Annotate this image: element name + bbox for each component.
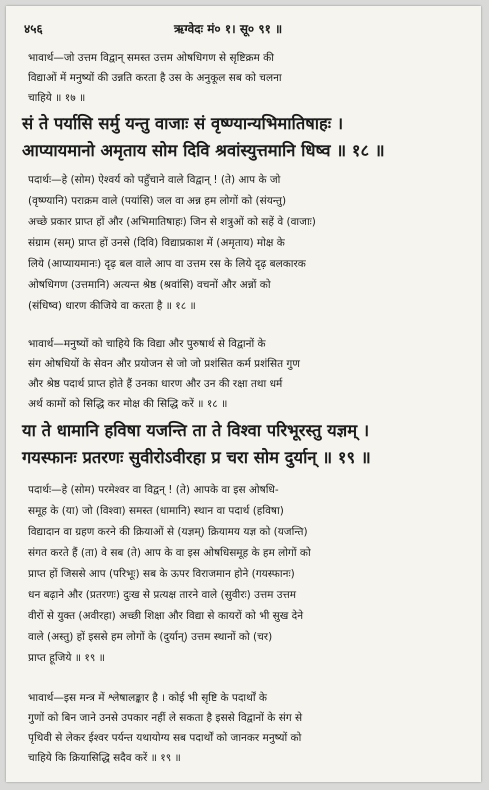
text-line: संग ओषधियों के सेवन और प्रयोजन से जो जो प्रशंसित कर्म प्रशंसित गुण <box>28 358 300 370</box>
bhavarth-paragraph-19 <box>28 688 465 768</box>
text-line: पृथिवी से लेकर ईश्वर पर्यन्त यथायोग्य सब पदार्थों को जानकर मनुष्यों को <box>28 732 302 744</box>
text-line: विद्यादान वा ग्रहण करने की क्रियाओं से (यज्ञम्) क्रियामय यज्ञ को (यजन्ति) <box>28 526 308 538</box>
text-line: अर्थ कामों को सिद्धि कर मोक्ष की सिद्धि करें ॥ १८ ॥ <box>28 398 228 410</box>
verse-line: सं ते पर्यासि सर्मु यन्तु वाजाः सं वृष्ण्यान्यभिमातिषाहः । <box>22 114 344 133</box>
text-line: संगत करते हैं (ता) वे सब (ते) आप के वा इस ओषधिसमूह के हम लोगों को <box>28 547 311 559</box>
verse-line: गयस्फानः प्रतरणः सुवीरोऽवीरहा प्र चरा सोम दुर्यान् ॥ १९ ॥ <box>22 448 371 467</box>
verse-line: या ते धामानि हविषा यजन्ति ता ते विश्वा परिभूरस्तु यज्ञम् । <box>22 421 370 440</box>
text-line: भावार्थ—जो उत्तम विद्वान् समस्त उत्तम ओषधिगण से सृष्टिक्रम की <box>28 52 274 64</box>
book-page <box>6 6 481 782</box>
padarth-paragraph-18 <box>28 170 465 317</box>
verse-line: आप्यायमानो अमृताय सोम दिवि श्रवांस्युत्तमानि धिष्व ॥ १८ ॥ <box>22 141 385 160</box>
text-line: (वृष्ण्यानि) पराक्रम वाले (पयांसि) जल वा अन्न हम लोगों को (संयन्तु) <box>28 195 287 207</box>
text-line: भावार्थ—इस मन्त्र में श्लेषालङ्कार है । कोई भी सृष्टि के पदार्थों के <box>28 692 267 704</box>
verse-19 <box>22 417 465 471</box>
text-line: ओषधिगण (उत्तमानि) अत्यन्त श्रेष्ठ (श्रवांसि) वचनों और अन्नों को <box>28 279 271 291</box>
text-line: समूह के (या) जो (विश्वा) समस्त (धामानि) स्थान वा पदार्थ (हविषा) <box>28 505 284 517</box>
padarth-paragraph-19 <box>28 480 465 669</box>
text-line: अच्छे प्रकार प्राप्त हों और (अभिमातिषाहः) जिन से शत्रुओं को सहें वे (वाजाः) <box>28 216 316 228</box>
text-line: और श्रेष्ठ पदार्थ प्राप्त होते हैं उनका धारण और उन की रक्षा तथा धर्म <box>28 378 283 390</box>
text-line: (संधिष्व) धारण कीजिये वा करता है ॥ १८ ॥ <box>28 300 196 312</box>
bhavarth-paragraph-18 <box>28 334 465 414</box>
page-number: ४५६ <box>24 22 43 36</box>
text-line: प्राप्त हूजिये ॥ १९ ॥ <box>28 652 105 664</box>
verse-18 <box>22 110 465 164</box>
text-line: चाहिये ॥ १७ ॥ <box>28 92 86 104</box>
bhavarth-paragraph-17 <box>28 48 465 108</box>
text-line: संग्राम (सम्) प्राप्त हों उनसे (दिवि) विद्याप्रकाश में (अमृताय) मोक्ष के <box>28 237 285 249</box>
text-line: गुणों को बिन जाने उनसे उपकार नहीं ले सकता है इससे विद्वानों के संग से <box>28 712 303 724</box>
text-line: विद्याओं में मनुष्यों की उन्नति करता है उस के अनुकूल सब को चलना <box>28 72 282 84</box>
text-line: लिये (आप्यायमानः) दृढ़ बल वाले आप वा उत्तम रस के लिये दृढ़ बलकारक <box>28 258 306 270</box>
text-line: वाले (अस्तु) हों इससे हम लोगों के (दुर्यान्) उत्तम स्थानों को (चर) <box>28 631 273 643</box>
text-line: प्राप्त हों जिससे आप (परिभूः) सब के ऊपर विराजमान होने (गयस्फानः) <box>28 568 295 580</box>
text-line: भावार्थ—मनुष्यों को चाहिये कि विद्या और पुरुषार्थ से विद्वानों के <box>28 338 266 350</box>
text-line: धन बढ़ाने और (प्रतरणः) दुःख से प्रत्यक्ष तारने वाले (सुवीरः) उत्तम उत्तम <box>28 589 297 601</box>
text-line: पदार्थः—हे (सोम) ऐश्वर्य को पहुँचाने वाले विद्वान् ! (ते) आप के जो <box>28 174 281 186</box>
page-header <box>24 18 463 40</box>
text-line: वीरों से युक्त (अवीरहा) अच्छी शिक्षा और विद्या से कायरों को भी सुख देने <box>28 610 304 622</box>
text-line: चाहिये कि क्रियासिद्धि सदैव करें ॥ १९ ॥ <box>28 752 181 764</box>
text-line: पदार्थः—हे (सोम) परमेश्वर वा विद्वन् ! (ते) आपके वा इस ओषधि- <box>28 484 279 496</box>
running-title: ऋग्वेदः मं० १। सू० ९१ ॥ <box>174 22 283 36</box>
